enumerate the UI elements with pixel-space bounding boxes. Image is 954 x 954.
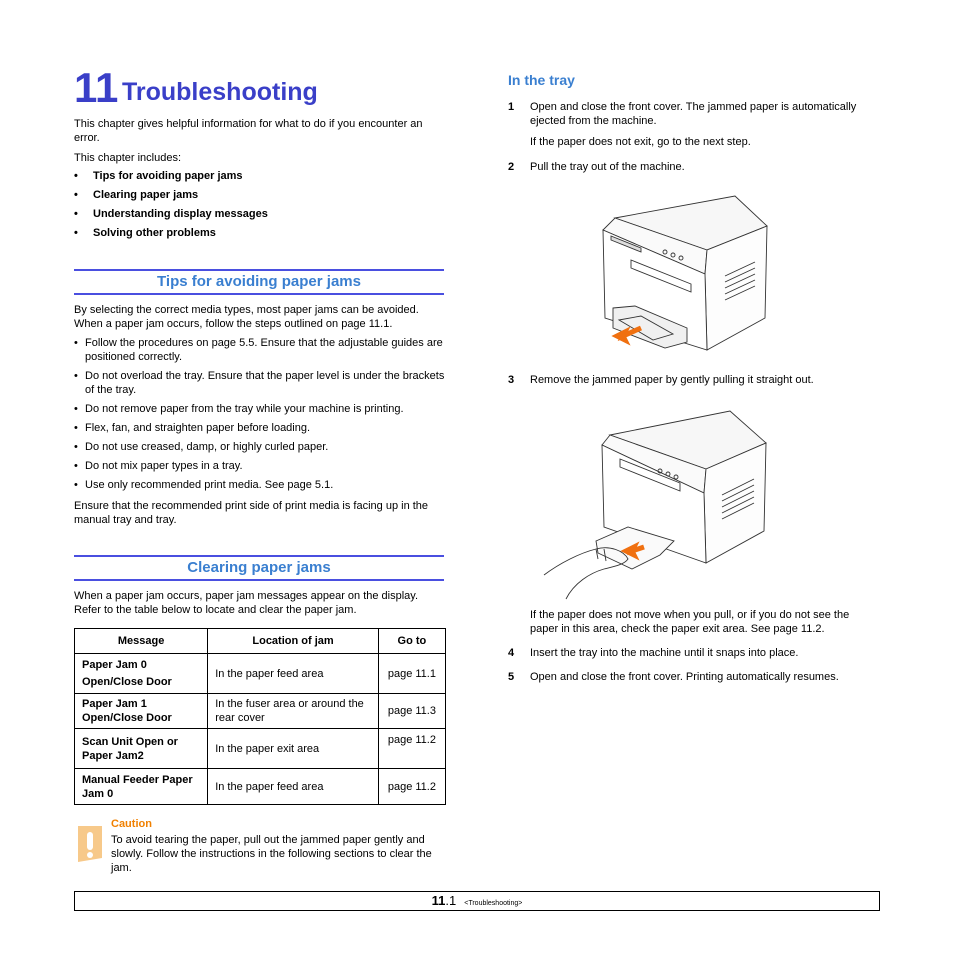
list-item: • Flex, fan, and straighten paper before loading. [74, 421, 446, 435]
list-item: • Do not use creased, damp, or highly curled paper. [74, 440, 446, 454]
step-1-note [508, 135, 880, 149]
caution-icon [74, 824, 106, 864]
list-item: • Use only recommended print media. See page 5.1. [74, 478, 446, 492]
table-cell-location: In the paper exit area [208, 729, 379, 769]
table-cell-goto: page 11.1 [378, 654, 445, 694]
step-number: 2 [508, 161, 515, 173]
step-text: Open and close the front cover. Printing automatically resumes. [530, 671, 839, 683]
table-header: Message [75, 629, 208, 654]
list-item: • Solving other problems [74, 224, 446, 243]
tips-outro: Ensure that the recommended print side of print media is facing up in the manual tray and tray. [74, 500, 429, 526]
table-cell-goto: page 11.2 [378, 729, 445, 769]
page-number-major: 11 [431, 893, 446, 908]
step-number: 4 [508, 647, 515, 659]
chapter-number: 11 [74, 64, 119, 111]
section-heading-tips: Tips for avoiding paper jams [74, 269, 444, 295]
list-item: • Clearing paper jams [74, 186, 446, 205]
table-cell-location: In the paper feed area [208, 654, 379, 694]
remove-paper-illustration [540, 403, 780, 603]
step-4 [508, 646, 880, 660]
step-text: If the paper does not move when you pull, or if you do not see the paper in this area, check the paper exit area. See page 11.2. [530, 609, 850, 635]
step-number: 1 [508, 101, 515, 113]
intro-includes: This chapter includes: [74, 152, 181, 164]
table-cell-goto: page 11.3 [378, 694, 445, 729]
table-header: Go to [378, 629, 445, 654]
caution-label: Caution [111, 818, 152, 830]
chapter-contents-list [74, 167, 446, 243]
step-text: Open and close the front cover. The jammed paper is automatically ejected from the machine. [530, 101, 857, 127]
caution-text: To avoid tearing the paper, pull out the jammed paper gently and slowly. Follow the instructions in the following sections to clear the jam. [111, 834, 432, 874]
step-number: 5 [508, 671, 515, 683]
page-footer [0, 893, 954, 908]
table-row [75, 769, 446, 805]
table-cell-message: Manual Feeder Paper Jam 0 [75, 769, 208, 805]
step-3 [508, 373, 880, 387]
page-number-minor: .1 [445, 893, 457, 908]
list-item: • Do not remove paper from the tray while your machine is printing. [74, 402, 446, 416]
table-cell-message: Scan Unit Open or Paper Jam2 [75, 729, 208, 769]
clearing-intro: When a paper jam occurs, paper jam messages appear on the display. Refer to the table below to locate and clear the paper jam. [74, 590, 419, 616]
step-2 [508, 160, 880, 174]
list-item: • Understanding display messages [74, 205, 446, 224]
table-cell-message: Paper Jam 1 Open/Close Door [75, 694, 208, 729]
step-text: If the paper does not exit, go to the next step. [530, 136, 751, 148]
jam-table [74, 628, 446, 805]
list-item: • Do not mix paper types in a tray. [74, 459, 446, 473]
step-number: 3 [508, 374, 515, 386]
section-heading-clearing: Clearing paper jams [74, 555, 444, 581]
step-text: Insert the tray into the machine until it snaps into place. [530, 647, 799, 659]
chapter-title: Troubleshooting [122, 78, 318, 106]
intro-paragraph: This chapter gives helpful information for what to do if you encounter an error. [74, 118, 423, 144]
printer-tray-illustration [595, 188, 775, 358]
table-cell-location: In the fuser area or around the rear cover [208, 694, 379, 729]
list-item: • Follow the procedures on page 5.5. Ensure that the adjustable guides are positioned correctly. [74, 336, 446, 364]
table-row [75, 694, 446, 729]
list-item: • Do not overload the tray. Ensure that the paper level is under the brackets of the tray. [74, 369, 446, 397]
table-header: Location of jam [208, 629, 379, 654]
table-row [75, 729, 446, 769]
table-row [75, 654, 446, 694]
step-1 [508, 100, 880, 128]
tips-intro: By selecting the correct media types, most paper jams can be avoided. When a paper jam occurs, follow the steps outlined on page 11.1. [74, 304, 419, 330]
list-item: • Tips for avoiding paper jams [74, 167, 446, 186]
tips-list [74, 336, 446, 497]
step-text: Remove the jammed paper by gently pulling it straight out. [530, 374, 814, 386]
subheading-in-the-tray: In the tray [508, 72, 575, 88]
step-5 [508, 670, 880, 684]
step-text: Pull the tray out of the machine. [530, 161, 685, 173]
step-3-note [508, 608, 880, 636]
footer-section-label: <Troubleshooting> [464, 900, 523, 907]
table-cell-location: In the paper feed area [208, 769, 379, 805]
table-cell-message: Paper Jam 0 Open/Close Door [75, 654, 208, 694]
table-header-row [75, 629, 446, 654]
table-cell-goto: page 11.2 [378, 769, 445, 805]
